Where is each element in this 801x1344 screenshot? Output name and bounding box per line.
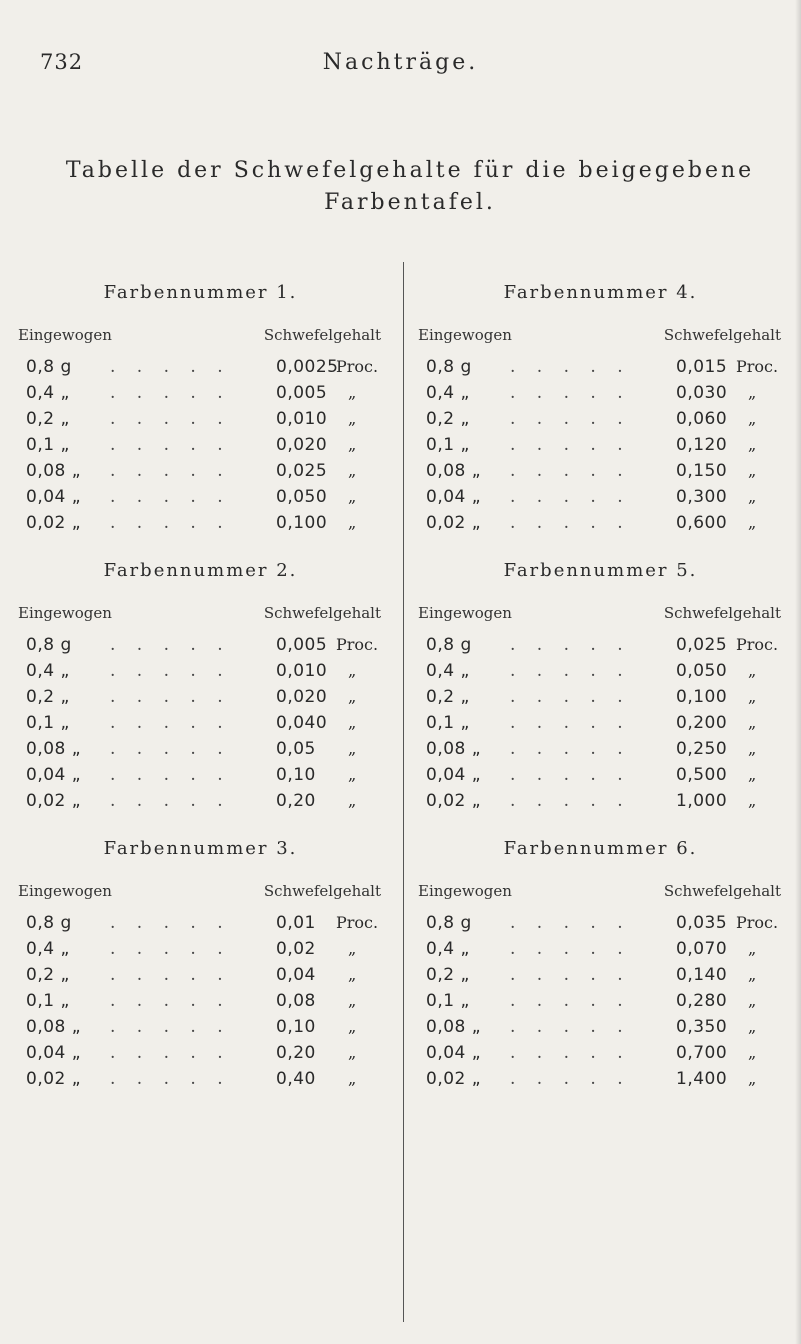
unit-cell: „ [348,965,357,984]
unit-cell: „ [748,435,757,454]
column-header-sulfur: Schwefelgehalt [263,882,381,900]
sulfur-cell: 0,070 [676,939,728,959]
weight-cell: 0,08 „ [426,461,482,481]
block-heading: Farbennummer 6. [503,838,698,859]
table-row [418,936,783,962]
unit-cell: „ [748,461,757,480]
dot-leader: . . . . . [510,1017,631,1037]
unit-cell: „ [748,409,757,428]
sulfur-cell: 0,020 [276,435,328,455]
unit-cell: „ [348,1043,357,1062]
dot-leader: . . . . . [510,435,631,455]
dot-leader: . . . . . [110,435,231,455]
weight-cell: 0,08 „ [26,739,82,759]
weight-cell: 0,8 g [26,357,72,377]
dot-leader: . . . . . [110,513,231,533]
sulfur-cell: 0,08 [276,991,316,1011]
row-list [418,632,783,814]
unit-cell: Proc. [736,635,779,654]
table-row [18,910,383,936]
weight-cell: 0,4 „ [26,661,70,681]
weight-cell: 0,4 „ [26,939,70,959]
block-heading: Farbennummer 4. [503,282,698,303]
column-divider [403,262,404,1322]
sulfur-cell: 0,015 [676,357,728,377]
column-header-sulfur: Schwefelgehalt [263,604,381,622]
weight-cell: 0,2 „ [26,965,70,985]
sulfur-cell: 0,020 [276,687,328,707]
table-row [418,684,783,710]
sulfur-cell: 0,700 [676,1043,728,1063]
table-row [418,962,783,988]
sulfur-cell: 0,010 [276,661,328,681]
unit-cell: „ [748,991,757,1010]
dot-leader: . . . . . [110,461,231,481]
color-number-block [418,836,783,1092]
block-heading: Farbennummer 3. [103,838,298,859]
weight-cell: 0,4 „ [426,661,470,681]
sulfur-cell: 0,600 [676,513,728,533]
unit-cell: Proc. [736,357,779,376]
sulfur-cell: 0,035 [676,913,728,933]
unit-cell: „ [348,713,357,732]
dot-leader: . . . . . [110,409,231,429]
dot-leader: . . . . . [110,635,231,655]
table-row [18,458,383,484]
table-title [60,155,760,219]
column-header-weight: Eingewogen [418,882,512,900]
column-header-weight: Eingewogen [418,326,512,344]
sulfur-cell: 0,010 [276,409,328,429]
weight-cell: 0,04 „ [426,487,482,507]
weight-cell: 0,04 „ [26,765,82,785]
dot-leader: . . . . . [110,713,231,733]
unit-cell: „ [748,687,757,706]
weight-cell: 0,1 „ [26,713,70,733]
row-list [18,632,383,814]
unit-cell: „ [748,713,757,732]
block-heading: Farbennummer 5. [503,560,698,581]
table-row [18,484,383,510]
unit-cell: „ [348,991,357,1010]
dot-leader: . . . . . [110,357,231,377]
weight-cell: 0,04 „ [426,765,482,785]
weight-cell: 0,02 „ [426,513,482,533]
weight-cell: 0,2 „ [26,409,70,429]
sulfur-cell: 0,500 [676,765,728,785]
unit-cell: „ [348,1069,357,1088]
unit-cell: „ [748,383,757,402]
table-row [18,736,383,762]
dot-leader: . . . . . [510,1069,631,1089]
dot-leader: . . . . . [510,1043,631,1063]
block-heading: Farbennummer 1. [103,282,298,303]
table-row [418,432,783,458]
dot-leader: . . . . . [110,939,231,959]
column-header-weight: Eingewogen [18,882,112,900]
sulfur-cell: 0,10 [276,765,316,785]
unit-cell: „ [748,965,757,984]
weight-cell: 0,8 g [26,635,72,655]
dot-leader: . . . . . [110,739,231,759]
sulfur-cell: 0,030 [676,383,728,403]
color-number-block [18,558,383,814]
unit-cell: „ [348,487,357,506]
dot-leader: . . . . . [110,1043,231,1063]
weight-cell: 0,1 „ [426,713,470,733]
table-row [18,510,383,536]
table-row [418,510,783,536]
sulfur-cell: 0,280 [676,991,728,1011]
sulfur-cell: 0,05 [276,739,316,759]
dot-leader: . . . . . [510,661,631,681]
row-list [418,354,783,536]
unit-cell: „ [348,435,357,454]
sulfur-cell: 1,000 [676,791,728,811]
table-row [418,762,783,788]
color-number-block [18,280,383,536]
table-row [18,762,383,788]
weight-cell: 0,4 „ [426,383,470,403]
unit-cell: „ [348,513,357,532]
column-headers [18,324,383,346]
row-list [18,910,383,1092]
weight-cell: 0,02 „ [26,791,82,811]
dot-leader: . . . . . [110,965,231,985]
color-number-block [418,280,783,536]
sulfur-cell: 0,350 [676,1017,728,1037]
weight-cell: 0,2 „ [26,687,70,707]
unit-cell: „ [748,1017,757,1036]
column-headers [18,602,383,624]
sulfur-cell: 0,300 [676,487,728,507]
table-row [418,1066,783,1092]
unit-cell: „ [348,791,357,810]
color-number-block [18,836,383,1092]
sulfur-cell: 0,10 [276,1017,316,1037]
weight-cell: 0,08 „ [426,739,482,759]
weight-cell: 0,1 „ [26,991,70,1011]
sulfur-cell: 0,200 [676,713,728,733]
dot-leader: . . . . . [110,991,231,1011]
table-row [418,910,783,936]
sulfur-cell: 0,025 [676,635,728,655]
weight-cell: 0,2 „ [426,687,470,707]
table-row [18,788,383,814]
unit-cell: „ [348,939,357,958]
dot-leader: . . . . . [110,687,231,707]
weight-cell: 0,8 g [426,357,472,377]
column-header-sulfur: Schwefelgehalt [663,604,781,622]
row-list [18,354,383,536]
table-row [18,1066,383,1092]
table-row [18,432,383,458]
table-title-line-2: Farbentafel. [324,190,496,215]
unit-cell: „ [748,487,757,506]
table-row [418,988,783,1014]
unit-cell: „ [748,513,757,532]
column-header-sulfur: Schwefelgehalt [663,882,781,900]
sulfur-cell: 0,250 [676,739,728,759]
sulfur-cell: 0,050 [276,487,328,507]
sulfur-cell: 0,025 [276,461,328,481]
sulfur-cell: 0,040 [276,713,328,733]
dot-leader: . . . . . [510,357,631,377]
sulfur-cell: 0,005 [276,383,328,403]
dot-leader: . . . . . [110,1017,231,1037]
dot-leader: . . . . . [110,661,231,681]
column-headers [418,324,783,346]
weight-cell: 0,2 „ [426,409,470,429]
unit-cell: „ [348,687,357,706]
unit-cell: „ [748,765,757,784]
table-row [418,658,783,684]
unit-cell: „ [348,383,357,402]
weight-cell: 0,1 „ [426,435,470,455]
table-row [18,658,383,684]
table-row [418,736,783,762]
sulfur-cell: 0,050 [676,661,728,681]
unit-cell: Proc. [336,635,379,654]
sulfur-cell: 0,120 [676,435,728,455]
weight-cell: 0,08 „ [26,1017,82,1037]
dot-leader: . . . . . [510,713,631,733]
table-row [18,710,383,736]
table-row [18,406,383,432]
unit-cell: „ [748,1043,757,1062]
unit-cell: „ [748,739,757,758]
sulfur-cell: 0,060 [676,409,728,429]
dot-leader: . . . . . [110,383,231,403]
sulfur-cell: 0,04 [276,965,316,985]
running-head: Nachträge. [322,50,479,75]
weight-cell: 0,02 „ [426,791,482,811]
sulfur-cell: 0,150 [676,461,728,481]
column-header-weight: Eingewogen [18,326,112,344]
weight-cell: 0,8 g [26,913,72,933]
table-row [418,458,783,484]
weight-cell: 0,08 „ [426,1017,482,1037]
sulfur-cell: 1,400 [676,1069,728,1089]
unit-cell: „ [348,765,357,784]
dot-leader: . . . . . [510,991,631,1011]
sulfur-cell: 0,005 [276,635,328,655]
row-list [418,910,783,1092]
table-row [418,710,783,736]
table-row [418,788,783,814]
sulfur-cell: 0,20 [276,1043,316,1063]
weight-cell: 0,02 „ [26,1069,82,1089]
table-row [418,632,783,658]
dot-leader: . . . . . [510,765,631,785]
weight-cell: 0,04 „ [426,1043,482,1063]
table-row [18,354,383,380]
sulfur-cell: 0,0025 [276,357,339,377]
dot-leader: . . . . . [510,487,631,507]
dot-leader: . . . . . [510,739,631,759]
table-row [418,484,783,510]
color-number-block [418,558,783,814]
column-header-sulfur: Schwefelgehalt [663,326,781,344]
table-title-line-1: Tabelle der Schwefelgehalte für die beigegebene [65,158,755,183]
weight-cell: 0,4 „ [426,939,470,959]
table-row [418,354,783,380]
column-header-weight: Eingewogen [418,604,512,622]
page-number: 732 [40,50,84,74]
sulfur-cell: 0,01 [276,913,316,933]
table-row [18,684,383,710]
weight-cell: 0,1 „ [26,435,70,455]
dot-leader: . . . . . [510,965,631,985]
sulfur-cell: 0,100 [676,687,728,707]
dot-leader: . . . . . [510,461,631,481]
weight-cell: 0,04 „ [26,487,82,507]
block-heading: Farbennummer 2. [103,560,298,581]
table-row [418,380,783,406]
column-header-sulfur: Schwefelgehalt [263,326,381,344]
table-row [418,1040,783,1066]
unit-cell: „ [348,739,357,758]
dot-leader: . . . . . [110,487,231,507]
dot-leader: . . . . . [110,791,231,811]
table-row [418,1014,783,1040]
table-row [418,406,783,432]
dot-leader: . . . . . [510,513,631,533]
unit-cell: „ [748,791,757,810]
unit-cell: „ [348,409,357,428]
dot-leader: . . . . . [510,939,631,959]
unit-cell: Proc. [336,913,379,932]
unit-cell: „ [748,1069,757,1088]
dot-leader: . . . . . [510,635,631,655]
sulfur-cell: 0,02 [276,939,316,959]
unit-cell: Proc. [736,913,779,932]
table-row [18,962,383,988]
table-row [18,632,383,658]
dot-leader: . . . . . [510,687,631,707]
weight-cell: 0,1 „ [426,991,470,1011]
dot-leader: . . . . . [110,1069,231,1089]
dot-leader: . . . . . [510,791,631,811]
column-headers [18,880,383,902]
dot-leader: . . . . . [110,765,231,785]
weight-cell: 0,8 g [426,635,472,655]
sulfur-cell: 0,20 [276,791,316,811]
table-row [18,936,383,962]
dot-leader: . . . . . [110,913,231,933]
table-row [18,988,383,1014]
table-row [18,380,383,406]
page-edge-shadow [795,0,801,1344]
unit-cell: „ [748,939,757,958]
dot-leader: . . . . . [510,913,631,933]
dot-leader: . . . . . [510,409,631,429]
sulfur-cell: 0,100 [276,513,328,533]
column-header-weight: Eingewogen [18,604,112,622]
weight-cell: 0,2 „ [426,965,470,985]
column-headers [418,880,783,902]
unit-cell: Proc. [336,357,379,376]
weight-cell: 0,02 „ [26,513,82,533]
column-headers [418,602,783,624]
weight-cell: 0,04 „ [26,1043,82,1063]
dot-leader: . . . . . [510,383,631,403]
unit-cell: „ [348,1017,357,1036]
weight-cell: 0,02 „ [426,1069,482,1089]
sulfur-cell: 0,140 [676,965,728,985]
weight-cell: 0,8 g [426,913,472,933]
weight-cell: 0,08 „ [26,461,82,481]
sulfur-cell: 0,40 [276,1069,316,1089]
table-row [18,1014,383,1040]
unit-cell: „ [748,661,757,680]
weight-cell: 0,4 „ [26,383,70,403]
table-row [18,1040,383,1066]
unit-cell: „ [348,461,357,480]
unit-cell: „ [348,661,357,680]
